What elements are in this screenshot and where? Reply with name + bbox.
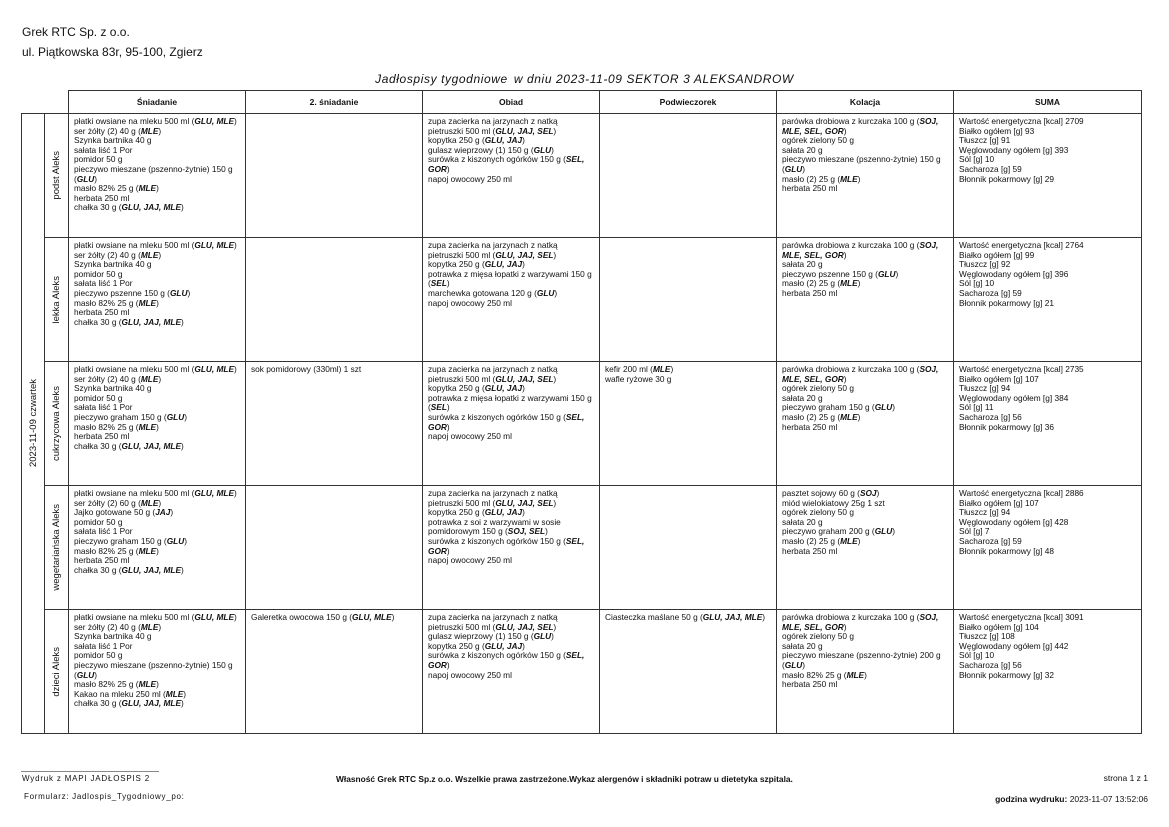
menu-item: pomidor 50 g xyxy=(74,516,123,527)
menu-item: potrawka z mięsa łopatki z warzywami 150 g (SEL) xyxy=(428,268,592,289)
menu-item: pomidor 50 g xyxy=(74,268,123,279)
allergen-codes: GLU, MLE xyxy=(194,240,235,250)
title-date: w dniu 2023-11-09 SEKTOR 3 ALEKSANDROW xyxy=(513,72,794,86)
footer-rule xyxy=(21,771,159,772)
allergen-codes: MLE xyxy=(140,497,159,508)
menu-item: chałka 30 g (GLU, JAJ, MLE) xyxy=(74,316,184,327)
allergen-codes: GLU xyxy=(536,287,555,298)
lunch-cell xyxy=(423,238,600,362)
allergen-codes: GLU xyxy=(874,402,893,413)
allergen-codes: MLE xyxy=(140,125,159,136)
menu-item: pasztet sojowy 60 g (SOJ) xyxy=(782,488,880,498)
menu-item: Szynka bartnika 40 g xyxy=(74,631,152,642)
menu-item: herbata 250 ml xyxy=(74,307,130,318)
diet-name: podst Aleks xyxy=(51,151,62,200)
allergen-codes: GLU, JAJ, MLE xyxy=(121,698,181,709)
menu-item: kopytka 250 g (GLU, JAJ) xyxy=(428,383,525,394)
menu-item: kopytka 250 g (GLU, JAJ) xyxy=(428,640,525,651)
menu-table xyxy=(21,90,1142,734)
menu-item: ogórek zielony 50 g xyxy=(782,631,854,642)
menu-item: Sacharoza [g] 59 xyxy=(959,535,1022,546)
menu-item: kopytka 250 g (GLU, JAJ) xyxy=(428,259,525,270)
menu-item: ser żółty (2) 60 g (MLE) xyxy=(74,497,162,508)
allergen-codes: GLU xyxy=(166,411,185,422)
diet-name-cell xyxy=(45,362,69,486)
menu-item: zupa zacierka na jarzynach z natką pietruszki 500 ml (GLU, JAJ, SEL) xyxy=(428,488,558,508)
menu-item: masło (2) 25 g (MLE) xyxy=(782,411,861,422)
menu-item: Wartość energetyczna [kcal] 2709 xyxy=(959,116,1084,126)
menu-item: Kakao na mleku 250 ml (MLE) xyxy=(74,688,187,699)
summary-cell xyxy=(954,238,1142,362)
diet-name: lekka Aleks xyxy=(51,275,62,324)
menu-item: zupa zacierka na jarzynach z natką pietruszki 500 ml (GLU, JAJ, SEL) xyxy=(428,612,558,632)
menu-item: Sól [g] 11 xyxy=(959,402,994,413)
allergen-codes: GLU, MLE xyxy=(194,488,235,498)
summary-cell xyxy=(954,610,1142,734)
menu-item: masło 82% 25 g (MLE) xyxy=(74,679,159,690)
diet-row xyxy=(22,362,1142,486)
allergen-codes: MLE xyxy=(840,278,858,289)
diet-row xyxy=(22,486,1142,610)
menu-item: herbata 250 ml xyxy=(782,287,838,298)
allergen-codes: MLE xyxy=(140,373,159,384)
breakfast-cell xyxy=(69,114,246,238)
allergen-codes: MLE xyxy=(652,364,671,374)
menu-item: Węglowodany ogółem [g] 393 xyxy=(959,144,1069,155)
menu-item: Sól [g] 10 xyxy=(959,278,995,289)
allergen-codes: GLU, JAJ xyxy=(484,259,523,270)
menu-item: marchewka gotowana 120 g (GLU) xyxy=(428,287,558,298)
allergen-codes: GLU xyxy=(533,144,552,155)
menu-item: Błonnik pokarmowy [g] 21 xyxy=(959,297,1055,308)
menu-item: pieczywo mieszane (pszenno-żytnie) 150 g (GLU) xyxy=(782,154,941,174)
diet-name: dzieci Aleks xyxy=(51,646,62,697)
allergen-codes: SEL, GOR xyxy=(428,411,585,432)
allergen-codes: MLE xyxy=(138,183,157,194)
menu-item: Węglowodany ogółem [g] 396 xyxy=(959,268,1069,279)
menu-item: sok pomidorowy (330ml) 1 szt xyxy=(251,364,362,374)
menu-item: herbata 250 ml xyxy=(782,421,838,432)
menu-item: herbata 250 ml xyxy=(782,545,838,556)
column-header: Obiad xyxy=(423,91,600,114)
menu-item: napoj owocowy 250 ml xyxy=(428,431,512,442)
allergen-codes: SEL, GOR xyxy=(428,535,585,556)
allergen-codes: GLU, JAJ, MLE xyxy=(702,612,763,622)
allergen-codes: JAJ xyxy=(155,507,171,518)
menu-item: sałata liść 1 Por xyxy=(74,402,133,413)
menu-item: Białko ogółem [g] 93 xyxy=(959,125,1035,136)
menu-item: herbata 250 ml xyxy=(74,555,130,566)
menu-body xyxy=(22,114,1142,734)
menu-item: herbata 250 ml xyxy=(74,431,130,442)
title-prefix: Jadłospisy tygodniowe xyxy=(375,72,508,86)
menu-item: zupa zacierka na jarzynach z natką pietruszki 500 ml (GLU, JAJ, SEL) xyxy=(428,240,558,260)
menu-item: pieczywo mieszane (pszenno-żytnie) 200 g (GLU) xyxy=(782,650,941,670)
menu-item: Białko ogółem [g] 99 xyxy=(959,249,1035,260)
allergen-codes: MLE xyxy=(138,679,157,690)
menu-item: Tłuszcz [g] 94 xyxy=(959,383,1011,394)
menu-item: Błonnik pokarmowy [g] 48 xyxy=(959,545,1055,556)
allergen-codes: GLU, JAJ, SEL xyxy=(495,621,554,632)
print-time-value: 2023-11-07 13:52:06 xyxy=(1069,794,1148,804)
menu-item: pieczywo graham 200 g (GLU) xyxy=(782,526,895,537)
footer-printout: Wydruk z MAPI JADŁOSPIS 2 xyxy=(22,774,150,783)
menu-item: parówka drobiowa z kurczaka 100 g (SOJ, MLE, SEL, GOR) xyxy=(782,364,939,384)
allergen-codes: SOJ, MLE, SEL, GOR xyxy=(782,240,939,260)
allergen-codes: GLU, MLE xyxy=(194,612,235,622)
lunch-cell xyxy=(423,362,600,486)
allergen-codes: GLU xyxy=(877,268,896,279)
allergen-codes: MLE xyxy=(165,688,184,699)
menu-item: Sacharoza [g] 59 xyxy=(959,163,1022,174)
menu-item: Wartość energetyczna [kcal] 2764 xyxy=(959,240,1084,250)
menu-item: sałata 20 g xyxy=(782,144,823,155)
menu-item: parówka drobiowa z kurczaka 100 g (SOJ, MLE, SEL, GOR) xyxy=(782,612,939,632)
allergen-codes: SOJ, MLE, SEL, GOR xyxy=(782,364,939,384)
allergen-codes: SOJ, MLE, SEL, GOR xyxy=(782,116,939,136)
menu-item: pomidor 50 g xyxy=(74,154,123,165)
header-row xyxy=(22,91,1142,114)
menu-item: masło 82% 25 g (MLE) xyxy=(74,421,159,432)
menu-item: Białko ogółem [g] 107 xyxy=(959,373,1039,384)
second-breakfast-cell xyxy=(246,610,423,734)
menu-item: pomidor 50 g xyxy=(74,650,123,661)
menu-item: płatki owsiane na mleku 500 ml (GLU, MLE) xyxy=(74,364,237,374)
column-header: SUMA xyxy=(954,91,1142,114)
allergen-codes: MLE xyxy=(138,297,157,308)
menu-item: Galeretka owocowa 150 g (GLU, MLE) xyxy=(251,612,395,622)
allergen-codes: SEL xyxy=(430,278,447,289)
print-time-label: godzina wydruku: xyxy=(995,794,1068,804)
allergen-codes: MLE xyxy=(138,545,157,556)
menu-item: pieczywo pszenne 150 g (GLU) xyxy=(74,287,191,298)
menu-item: Wartość energetyczna [kcal] 3091 xyxy=(959,612,1084,622)
menu-item: ser żółty (2) 40 g (MLE) xyxy=(74,249,162,260)
footer-form: Formularz: Jadlospis_Tygodniowy_po: xyxy=(24,792,185,801)
menu-item: pieczywo pszenne 150 g (GLU) xyxy=(782,268,899,279)
second-breakfast-cell xyxy=(246,114,423,238)
menu-item: Wartość energetyczna [kcal] 2735 xyxy=(959,364,1084,374)
menu-item: pomidor 50 g xyxy=(74,392,123,403)
menu-item: ogórek zielony 50 g xyxy=(782,135,854,146)
menu-item: gulasz wieprzowy (1) 150 g (GLU) xyxy=(428,631,554,642)
dinner-cell xyxy=(777,362,954,486)
menu-item: płatki owsiane na mleku 500 ml (GLU, MLE) xyxy=(74,240,237,250)
menu-item: sałata liść 1 Por xyxy=(74,640,133,651)
menu-item: sałata 20 g xyxy=(782,640,823,651)
menu-item: Węglowodany ogółem [g] 442 xyxy=(959,640,1069,651)
menu-item: parówka drobiowa z kurczaka 100 g (SOJ, MLE, SEL, GOR) xyxy=(782,240,939,260)
allergen-codes: GLU, JAJ, MLE xyxy=(121,202,181,213)
header-blank xyxy=(45,91,69,114)
menu-item: masło (2) 25 g (MLE) xyxy=(782,173,861,184)
menu-item: masło 82% 25 g (MLE) xyxy=(782,669,867,680)
menu-item: Szynka bartnika 40 g xyxy=(74,259,152,270)
allergen-codes: MLE xyxy=(840,411,858,422)
allergen-codes: GLU, JAJ, SEL xyxy=(495,125,554,136)
menu-item: parówka drobiowa z kurczaka 100 g (SOJ, MLE, SEL, GOR) xyxy=(782,116,939,136)
allergen-codes: SOJ, SEL xyxy=(507,526,546,537)
breakfast-cell xyxy=(69,486,246,610)
allergen-codes: MLE xyxy=(140,249,159,260)
menu-item: Błonnik pokarmowy [g] 29 xyxy=(959,173,1055,184)
menu-item: płatki owsiane na mleku 500 ml (GLU, MLE) xyxy=(74,116,237,126)
dinner-cell xyxy=(777,486,954,610)
allergen-codes: GLU, MLE xyxy=(194,116,235,126)
allergen-codes: GLU, JAJ, MLE xyxy=(121,440,181,451)
allergen-codes: GLU, JAJ, MLE xyxy=(121,564,181,575)
allergen-codes: GLU, JAJ xyxy=(484,640,523,651)
allergen-codes: GLU xyxy=(784,163,803,174)
menu-item: Ciasteczka maślane 50 g (GLU, JAJ, MLE) xyxy=(605,612,765,622)
menu-item: napoj owocowy 250 ml xyxy=(428,173,512,184)
footer-page-number: strona 1 z 1 xyxy=(1103,773,1148,783)
menu-item: surówka z kiszonych ogórków 150 g (SEL, GOR) xyxy=(428,154,585,174)
breakfast-cell xyxy=(69,238,246,362)
footer-print-time xyxy=(995,794,1148,804)
dinner-cell xyxy=(777,238,954,362)
allergen-codes: GLU xyxy=(76,669,95,680)
menu-item: napoj owocowy 250 ml xyxy=(428,669,512,680)
diet-row xyxy=(22,238,1142,362)
allergen-codes: GLU, JAJ, SEL xyxy=(495,249,554,260)
allergen-codes: MLE xyxy=(846,669,865,680)
menu-item: Sól [g] 10 xyxy=(959,154,995,165)
column-header: Kolacja xyxy=(777,91,954,114)
allergen-codes: MLE xyxy=(840,173,858,184)
menu-item: pieczywo mieszane (pszenno-żytnie) 150 g (GLU) xyxy=(74,659,233,680)
menu-item: Białko ogółem [g] 104 xyxy=(959,621,1039,632)
menu-item: surówka z kiszonych ogórków 150 g (SEL, GOR) xyxy=(428,650,585,670)
allergen-codes: GLU xyxy=(874,526,893,537)
menu-item: Tłuszcz [g] 92 xyxy=(959,259,1011,270)
menu-item: sałata liść 1 Por xyxy=(74,278,133,289)
allergen-codes: GLU, JAJ xyxy=(484,507,523,518)
second-breakfast-cell xyxy=(246,238,423,362)
column-header: Śniadanie xyxy=(69,91,246,114)
diet-row xyxy=(22,114,1142,238)
menu-item: sałata 20 g xyxy=(782,516,823,527)
menu-item: Tłuszcz [g] 94 xyxy=(959,507,1011,518)
menu-item: potrawka z mięsa łopatki z warzywami 150 g (SEL) xyxy=(428,392,592,413)
menu-item: miód wielokiatowy 25g 1 szt xyxy=(782,497,885,508)
menu-item: herbata 250 ml xyxy=(74,192,130,203)
document-title xyxy=(0,72,1169,86)
allergen-codes: MLE xyxy=(840,535,858,546)
menu-item: wafle ryżowe 30 g xyxy=(605,373,672,384)
date-label: 2023-11-09 czwartek xyxy=(27,379,39,468)
allergen-codes: SEL xyxy=(430,402,447,413)
menu-item: kopytka 250 g (GLU, JAJ) xyxy=(428,135,525,146)
snack-cell xyxy=(600,114,777,238)
snack-cell xyxy=(600,610,777,734)
allergen-codes: GLU, JAJ, MLE xyxy=(121,316,181,327)
menu-item: napoj owocowy 250 ml xyxy=(428,297,512,308)
menu-item: płatki owsiane na mleku 500 ml (GLU, MLE) xyxy=(74,612,237,622)
allergen-codes: GLU, MLE xyxy=(352,612,392,622)
date-cell xyxy=(22,114,45,734)
lunch-cell xyxy=(423,114,600,238)
snack-cell xyxy=(600,486,777,610)
menu-item: Wartość energetyczna [kcal] 2886 xyxy=(959,488,1084,498)
menu-item: Błonnik pokarmowy [g] 32 xyxy=(959,669,1055,680)
menu-item: pieczywo graham 150 g (GLU) xyxy=(74,411,187,422)
menu-item: potrawka z soi z warzywami w sosie pomidorowym 150 g (SOJ, SEL) xyxy=(428,516,561,537)
menu-item: Szynka bartnika 40 g xyxy=(74,135,152,146)
menu-item: płatki owsiane na mleku 500 ml (GLU, MLE) xyxy=(74,488,237,498)
menu-item: sałata 20 g xyxy=(782,259,823,270)
menu-item: zupa zacierka na jarzynach z natką pietruszki 500 ml (GLU, JAJ, SEL) xyxy=(428,364,558,384)
menu-item: kopytka 250 g (GLU, JAJ) xyxy=(428,507,525,518)
snack-cell xyxy=(600,238,777,362)
menu-item: masło 82% 25 g (MLE) xyxy=(74,545,159,556)
lunch-cell xyxy=(423,610,600,734)
menu-item: Sacharoza [g] 56 xyxy=(959,659,1022,670)
menu-item: Błonnik pokarmowy [g] 36 xyxy=(959,421,1055,432)
dinner-cell xyxy=(777,114,954,238)
allergen-codes: GLU xyxy=(166,535,185,546)
menu-item: Sól [g] 7 xyxy=(959,526,990,537)
menu-item: napoj owocowy 250 ml xyxy=(428,555,512,566)
menu-item: ser żółty (2) 40 g (MLE) xyxy=(74,621,162,632)
company-name: Grek RTC Sp. z o.o. xyxy=(22,25,130,39)
allergen-codes: GLU xyxy=(533,631,552,642)
allergen-codes: SOJ, MLE, SEL, GOR xyxy=(782,612,939,632)
summary-cell xyxy=(954,486,1142,610)
allergen-codes: GLU, MLE xyxy=(194,364,235,374)
menu-item: sałata liść 1 Por xyxy=(74,144,133,155)
allergen-codes: GLU, JAJ xyxy=(484,135,523,146)
menu-item: gulasz wieprzowy (1) 150 g (GLU) xyxy=(428,144,554,155)
menu-item: Węglowodany ogółem [g] 384 xyxy=(959,392,1069,403)
diet-name: wegetariańska Aleks xyxy=(51,504,62,591)
diet-name-cell xyxy=(45,238,69,362)
allergen-codes: GLU xyxy=(76,173,95,184)
menu-item: sałata 20 g xyxy=(782,392,823,403)
menu-item: pieczywo mieszane (pszenno-żytnie) 150 g (GLU) xyxy=(74,163,233,184)
menu-item: ogórek zielony 50 g xyxy=(782,383,854,394)
breakfast-cell xyxy=(69,362,246,486)
header-blank xyxy=(22,91,45,114)
menu-item: pieczywo graham 150 g (GLU) xyxy=(782,402,895,413)
allergen-codes: GLU xyxy=(169,287,188,298)
snack-cell xyxy=(600,362,777,486)
menu-item: Węglowodany ogółem [g] 428 xyxy=(959,516,1069,527)
allergen-codes: MLE xyxy=(138,421,157,432)
menu-item: ser żółty (2) 40 g (MLE) xyxy=(74,373,162,384)
menu-item: sałata liść 1 Por xyxy=(74,526,133,537)
menu-item: masło (2) 25 g (MLE) xyxy=(782,278,861,289)
diet-name: cukrzycowa Aleks xyxy=(51,386,62,461)
dinner-cell xyxy=(777,610,954,734)
diet-name-cell xyxy=(45,114,69,238)
allergen-codes: GLU, JAJ xyxy=(484,383,523,394)
allergen-codes: MLE xyxy=(140,621,159,632)
menu-item: chałka 30 g (GLU, JAJ, MLE) xyxy=(74,698,184,709)
menu-item: Sól [g] 10 xyxy=(959,650,995,661)
menu-item: Jajko gotowane 50 g (JAJ) xyxy=(74,507,174,518)
second-breakfast-cell xyxy=(246,486,423,610)
company-address: ul. Piątkowska 83r, 95-100, Zgierz xyxy=(22,45,203,59)
column-header: 2. śniadanie xyxy=(246,91,423,114)
allergen-codes: SOJ xyxy=(859,488,877,498)
menu-item: ser żółty (2) 40 g (MLE) xyxy=(74,125,162,136)
menu-item: chałka 30 g (GLU, JAJ, MLE) xyxy=(74,440,184,451)
menu-item: herbata 250 ml xyxy=(782,183,838,194)
menu-item: masło 82% 25 g (MLE) xyxy=(74,297,159,308)
menu-item: Szynka bartnika 40 g xyxy=(74,383,152,394)
diet-name-cell xyxy=(45,610,69,734)
menu-item: Sacharoza [g] 59 xyxy=(959,287,1022,298)
breakfast-cell xyxy=(69,610,246,734)
menu-item: kefir 200 ml (MLE) xyxy=(605,364,674,374)
menu-item: masło 82% 25 g (MLE) xyxy=(74,183,159,194)
menu-item: Tłuszcz [g] 108 xyxy=(959,631,1015,642)
menu-item: surówka z kiszonych ogórków 150 g (SEL, GOR) xyxy=(428,535,585,556)
summary-cell xyxy=(954,114,1142,238)
lunch-cell xyxy=(423,486,600,610)
allergen-codes: SEL, GOR xyxy=(428,650,585,670)
menu-item: herbata 250 ml xyxy=(782,679,838,690)
menu-item: Białko ogółem [g] 107 xyxy=(959,497,1039,508)
second-breakfast-cell xyxy=(246,362,423,486)
footer-copyright: Własność Grek RTC Sp.z o.o. Wszelkie prawa zastrzeżone.Wykaz alergenów i składniki potraw u dietetyka szpitala. xyxy=(336,774,793,784)
menu-item: surówka z kiszonych ogórków 150 g (SEL, GOR) xyxy=(428,411,585,432)
menu-item: Tłuszcz [g] 91 xyxy=(959,135,1011,146)
menu-item: zupa zacierka na jarzynach z natką pietruszki 500 ml (GLU, JAJ, SEL) xyxy=(428,116,558,136)
menu-item: chałka 30 g (GLU, JAJ, MLE) xyxy=(74,202,184,213)
menu-item: Sacharoza [g] 56 xyxy=(959,411,1022,422)
summary-cell xyxy=(954,362,1142,486)
allergen-codes: GLU, JAJ, SEL xyxy=(495,373,554,384)
menu-item: masło (2) 25 g (MLE) xyxy=(782,535,861,546)
menu-item: chałka 30 g (GLU, JAJ, MLE) xyxy=(74,564,184,575)
allergen-codes: GLU, JAJ, SEL xyxy=(495,497,554,508)
diet-name-cell xyxy=(45,486,69,610)
column-header: Podwieczorek xyxy=(600,91,777,114)
diet-row xyxy=(22,610,1142,734)
allergen-codes: GLU xyxy=(784,659,803,670)
allergen-codes: SEL, GOR xyxy=(428,154,585,174)
menu-item: pieczywo graham 150 g (GLU) xyxy=(74,535,187,546)
menu-item: ogórek zielony 50 g xyxy=(782,507,854,518)
